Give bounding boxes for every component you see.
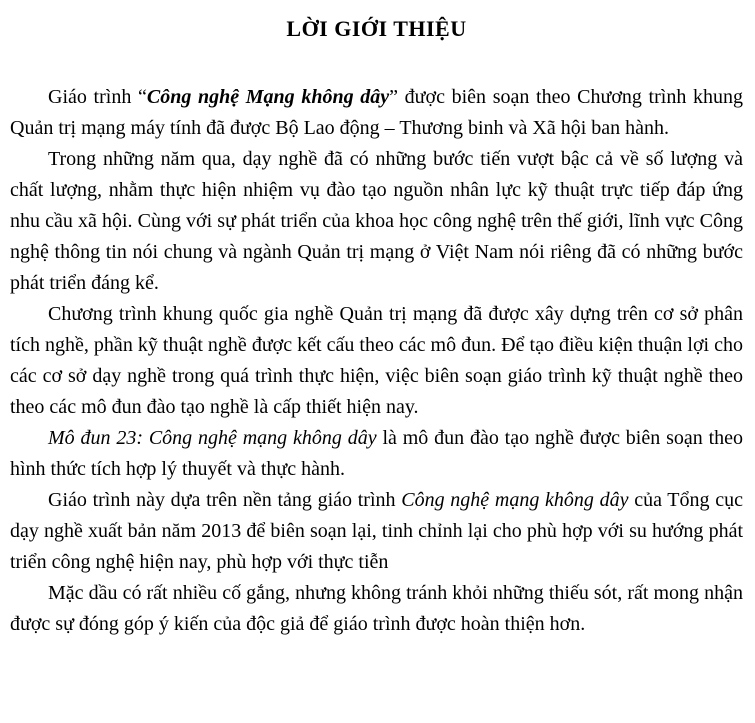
text-segment: Mặc dầu có rất nhiều cố gắng, nhưng không tránh khỏi những thiếu sót, rất mong nhận được sự đóng góp ý kiến của độc giả để giáo trình được hoàn thiện hơn. <box>10 582 743 635</box>
paragraph <box>10 144 743 299</box>
text-segment: Công nghệ Mạng không dây <box>146 86 390 108</box>
text-segment: là mô đun đào tạo nghề được biên soạn theo hình thức tích hợp lý thuyết và thực hành. <box>10 427 743 480</box>
document-body <box>10 82 743 640</box>
text-segment: Mô đun 23: Công nghệ mạng không dây <box>48 427 377 449</box>
text-segment: Giáo trình “ <box>48 86 147 108</box>
paragraph <box>10 299 743 423</box>
text-segment: Chương trình khung quốc gia nghề Quản trị mạng đã được xây dựng trên cơ sở phân tích nghề, phần kỹ thuật nghề được kết cấu theo các mô đun. Để tạo điều kiện thuận lợi cho các cơ sở dạy nghề trong quá trình thực hiện, việc biên soạn giáo trình kỹ thuật nghề theo theo các mô đun đào tạo nghề là cấp thiết hiện nay. <box>10 303 743 418</box>
text-segment: Giáo trình này dựa trên nền tảng giáo trình <box>48 489 402 511</box>
text-segment: ” được biên soạn theo Chương trình khung Quản trị mạng máy tính đã được Bộ Lao động – Thương binh và Xã hội ban hành. <box>10 86 743 139</box>
page-title: LỜI GIỚI THIỆU <box>286 16 467 41</box>
text-segment: Công nghệ mạng không dây <box>401 489 629 511</box>
text-segment: Trong những năm qua, dạy nghề đã có những bước tiến vượt bậc cả về số lượng và chất lượng, nhằm thực hiện nhiệm vụ đào tạo nguồn nhân lực kỹ thuật trực tiếp đáp ứng nhu cầu xã hội. Cùng với sự phát triển của khoa học công nghệ trên thế giới, lĩnh vực Công nghệ thông tin nói chung và ngành Quản trị mạng ở Việt Nam nói riêng đã có những bước phát triển đáng kể. <box>10 148 743 294</box>
paragraph <box>10 485 743 578</box>
text-segment: của Tổng cục dạy nghề xuất bản năm 2013 để biên soạn lại, tinh chỉnh lại cho phù hợp với su hướng phát triển công nghệ hiện nay, phù hợp với thực tiễn <box>10 489 743 573</box>
paragraph <box>10 82 743 144</box>
paragraph <box>10 578 743 640</box>
paragraph <box>10 423 743 485</box>
